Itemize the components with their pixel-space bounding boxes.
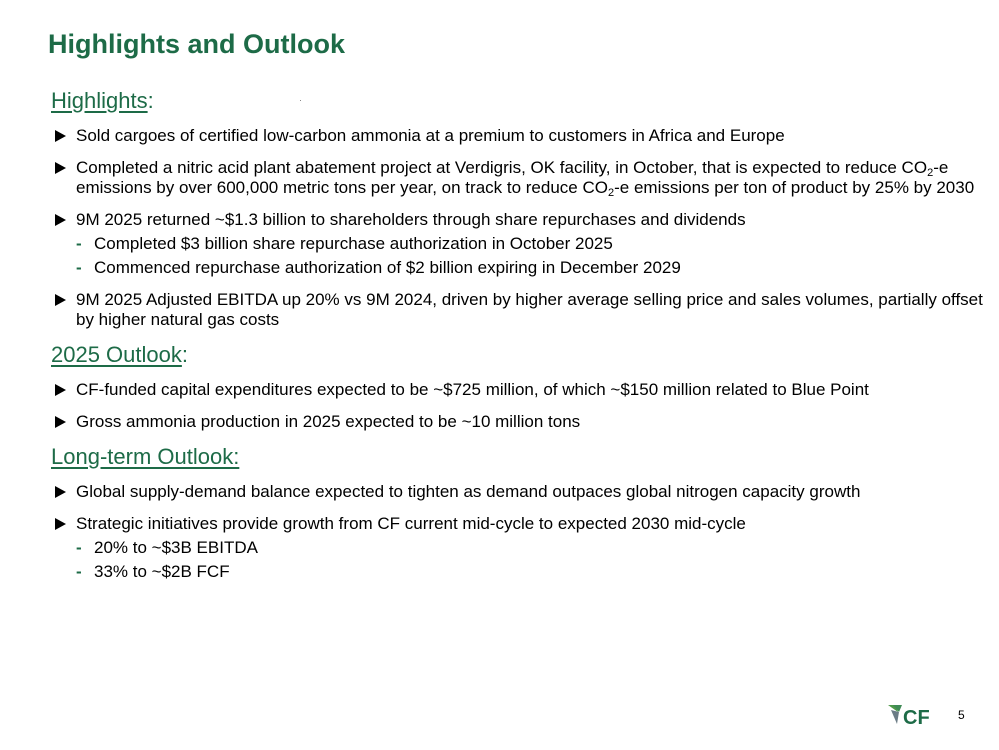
highlights-bullet-2 (51, 158, 991, 198)
bullet-text: Global supply-demand balance expected to tighten as demand outpaces global nitrogen capacity growth (76, 482, 861, 501)
highlights-heading-colon: : (147, 88, 154, 113)
highlights-heading (51, 88, 991, 114)
bullet-text: Strategic initiatives provide growth from CF current mid-cycle to expected 2030 mid-cycle (76, 514, 746, 533)
subbullet-text: 33% to ~$2B FCF (94, 562, 230, 581)
bullet-triangle-icon (55, 518, 66, 530)
long-term-heading (51, 444, 991, 470)
highlights-heading-text: Highlights (51, 88, 148, 113)
bullet-triangle-icon (55, 486, 66, 498)
long-term-bullet-2 (51, 514, 991, 534)
bullet-text-part-3: -e emissions per ton of product by 25% by 2030 (614, 178, 975, 197)
highlights-subbullet-1 (51, 234, 991, 254)
bullet-text: Sold cargoes of certified low-carbon ammonia at a premium to customers in Africa and Europe (76, 126, 785, 145)
long-term-subbullet-2 (51, 562, 991, 582)
long-term-heading-text: Long-term Outlook: (51, 444, 240, 469)
highlights-subbullet-2 (51, 258, 991, 278)
outlook-2025-bullet-1 (51, 380, 991, 400)
outlook-2025-heading-colon: : (181, 342, 188, 367)
outlook-2025-bullet-2 (51, 412, 991, 432)
subbullet-text: Commenced repurchase authorization of $2 billion expiring in December 2029 (94, 258, 681, 277)
bullet-text-part-2: -e emissions by over 600,000 metric tons per year, on track to reduce CO (76, 158, 949, 197)
highlights-bullet-1 (51, 126, 991, 146)
dash-icon: - (76, 234, 82, 253)
subscript-2: 2 (607, 187, 615, 199)
bullet-triangle-icon (55, 162, 66, 174)
long-term-bullet-1 (51, 482, 991, 502)
bullet-triangle-icon (55, 384, 66, 396)
outlook-2025-heading-text: 2025 Outlook (51, 342, 182, 367)
page-title: Highlights and Outlook (48, 29, 345, 59)
outlook-2025-heading (51, 342, 991, 368)
bullet-text: CF-funded capital expenditures expected to be ~$725 million, of which ~$150 million related to Blue Point (76, 380, 869, 399)
highlights-bullet-4 (51, 290, 991, 330)
page-number: 5 (958, 708, 965, 722)
bullet-text-part-1: Completed a nitric acid plant abatement project at Verdigris, OK facility, in October, that is expected to reduce CO (76, 158, 928, 177)
subscript-2: 2 (927, 167, 934, 179)
subbullet-text: 20% to ~$3B EBITDA (94, 538, 258, 557)
logo-text: CF (903, 707, 930, 728)
bullet-triangle-icon (55, 214, 66, 226)
slide-content (51, 88, 991, 594)
subbullet-text: Completed $3 billion share repurchase authorization in October 2025 (94, 234, 613, 253)
bullet-triangle-icon (55, 130, 66, 142)
bullet-text: 9M 2025 returned ~$1.3 billion to shareholders through share repurchases and dividends (76, 210, 746, 229)
dash-icon: - (76, 538, 82, 557)
long-term-subbullet-1 (51, 538, 991, 558)
highlights-bullet-3 (51, 210, 991, 230)
bullet-text: 9M 2025 Adjusted EBITDA up 20% vs 9M 2024, driven by higher average selling price and sales volumes, partially offset by higher natural gas costs (76, 290, 983, 329)
bullet-triangle-icon (55, 294, 66, 306)
logo-leaf-3 (891, 710, 899, 724)
dash-icon: - (76, 562, 82, 581)
bullet-triangle-icon (55, 416, 66, 428)
cf-logo (886, 702, 942, 728)
dash-icon: - (76, 258, 82, 277)
bullet-text: Gross ammonia production in 2025 expected to be ~10 million tons (76, 412, 581, 431)
